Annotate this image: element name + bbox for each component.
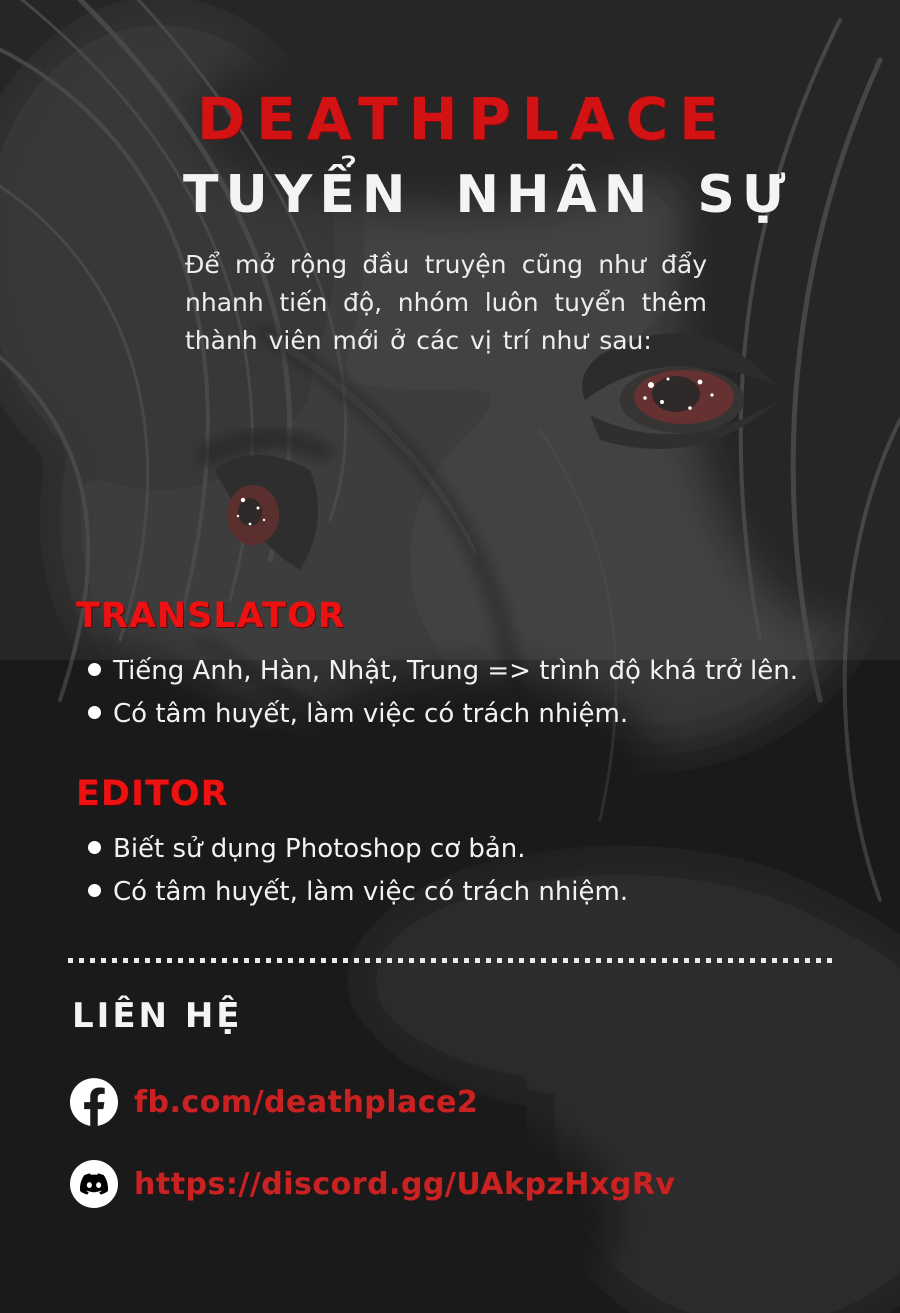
dotted-divider [68,958,836,963]
bullet-icon [88,663,101,676]
bullet-label: Biết sử dụng Photoshop cơ bản. [113,833,526,864]
contact-heading: LIÊN HỆ [72,996,243,1036]
section-editor [76,772,628,918]
list-item [76,697,798,731]
translator-bullets [76,654,798,731]
discord-link[interactable] [70,1160,676,1208]
bullet-label: Có tâm huyết, làm việc có trách nhiệm. [113,876,629,907]
editor-heading: EDITOR [76,774,229,814]
facebook-icon [70,1078,118,1126]
bullet-icon [88,706,101,719]
section-translator [76,594,798,740]
intro-paragraph: Để mở rộng đầu truyện cũng như đẩy nhanh tiến độ, nhóm luôn tuyển thêm thành viên mới ở các vị trí như sau: [185,250,707,355]
editor-bullets [76,832,628,909]
discord-icon [70,1160,118,1208]
list-item [76,832,628,866]
page-subtitle: TUYỂN NHÂN SỰ [183,165,793,225]
facebook-link[interactable] [70,1078,478,1126]
discord-url-label: https://discord.gg/UAkpzHxgRv [134,1166,676,1202]
bullet-label: Tiếng Anh, Hàn, Nhật, Trung => trình độ khá trở lên. [113,655,798,686]
list-item [76,875,628,909]
bullet-label: Có tâm huyết, làm việc có trách nhiệm. [113,698,629,729]
bullet-icon [88,884,101,897]
facebook-url-label: fb.com/deathplace2 [134,1084,479,1120]
page-title: DEATHPLACE [197,85,730,153]
list-item [76,654,798,688]
bullet-icon [88,841,101,854]
translator-heading: TRANSLATOR [76,596,346,636]
